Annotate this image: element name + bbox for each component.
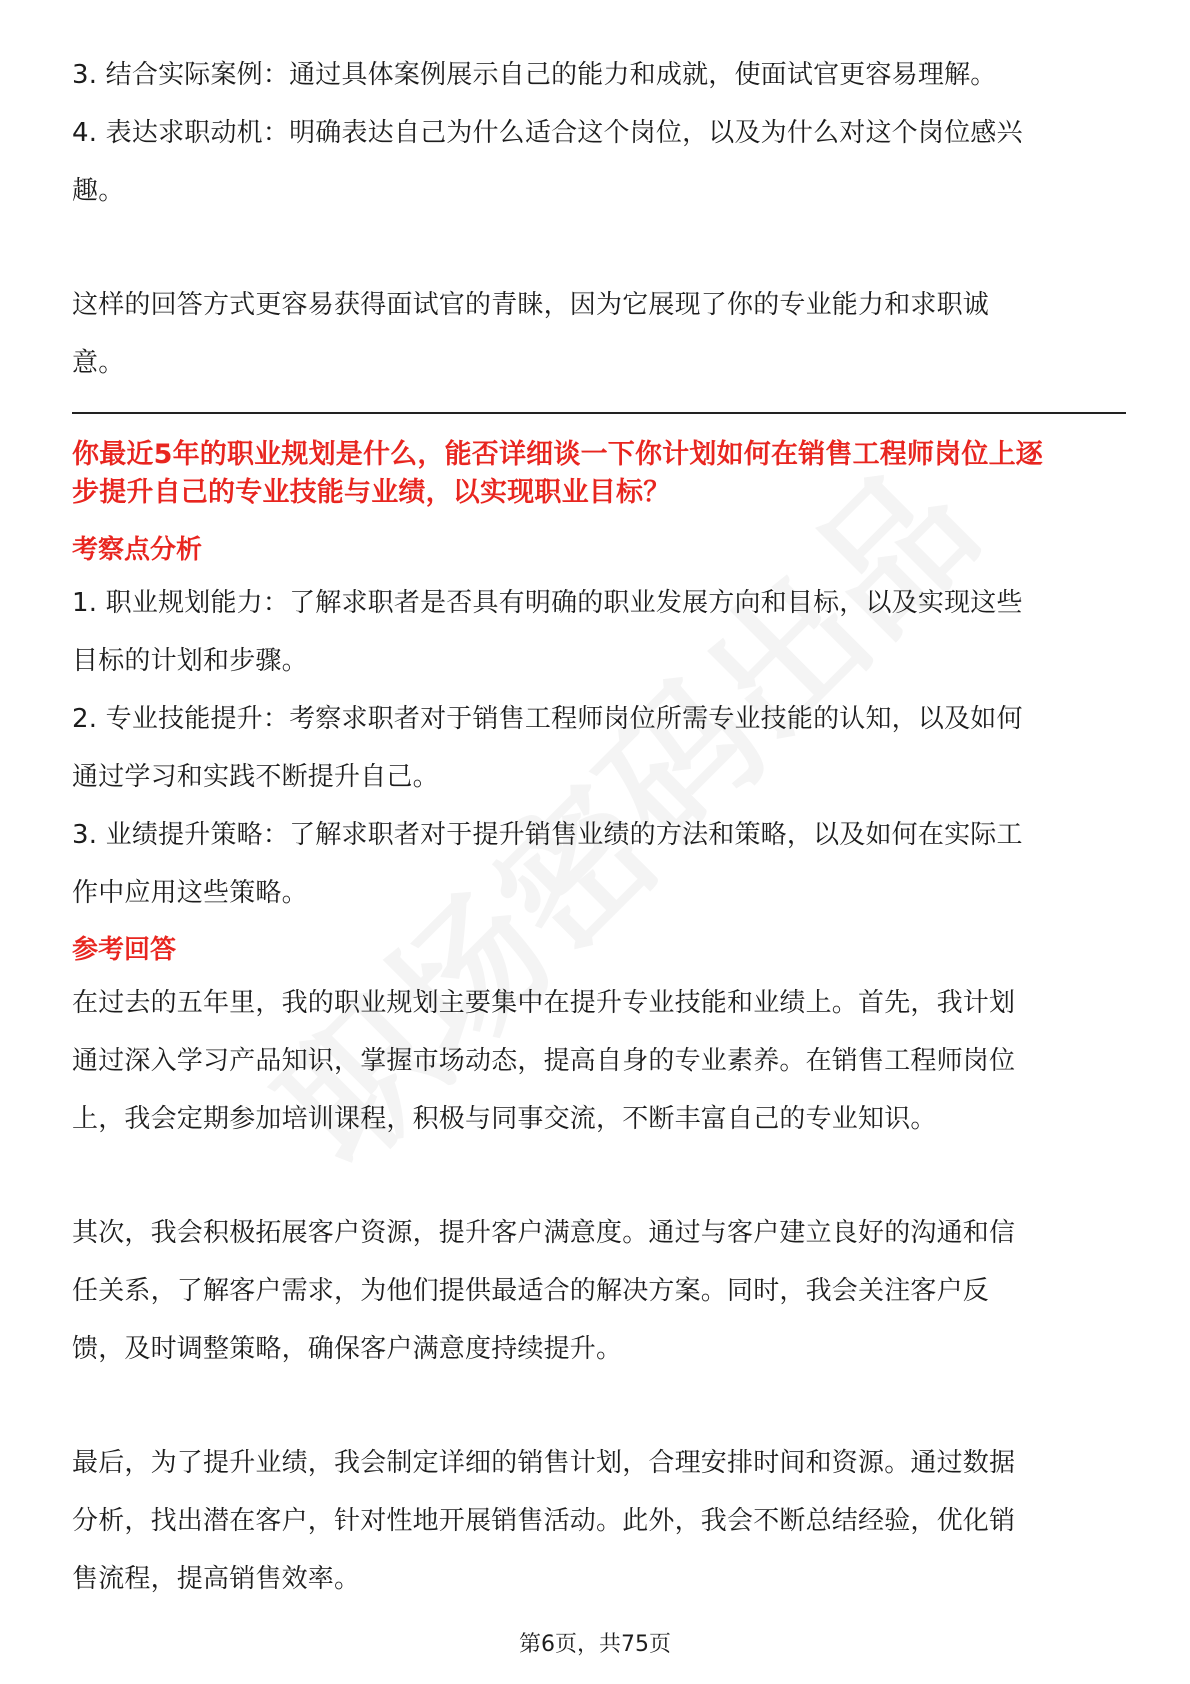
question-line: 步提升自己的专业技能与业绩，以实现职业目标？ [72, 477, 671, 508]
text-line: 3. 结合实际案例：通过具体案例展示自己的能力和成就，使面试官更容易理解。 [72, 60, 997, 90]
text-line: 2. 专业技能提升：考察求职者对于销售工程师岗位所需专业技能的认知，以及如何 [72, 704, 1023, 734]
question-line: 你最近5年的职业规划是什么，能否详细谈一下你计划如何在销售工程师岗位上逐 [72, 439, 1043, 470]
text-line: 售流程，提高销售效率。 [72, 1564, 361, 1594]
text-line: 上，我会定期参加培训课程，积极与同事交流，不断丰富自己的专业知识。 [72, 1104, 937, 1134]
section-divider [72, 412, 1126, 414]
analysis-list [72, 574, 1126, 922]
answer-paragraph-1 [72, 974, 1126, 1148]
previous-answer-tips [72, 46, 1126, 220]
paragraph-gap [72, 1378, 1126, 1434]
text-line: 这样的回答方式更容易获得面试官的青睐，因为它展现了你的专业能力和求职诚 [72, 290, 990, 320]
analysis-heading: 考察点分析 [72, 535, 203, 565]
page-content [72, 46, 1126, 1608]
text-line: 意。 [72, 348, 125, 378]
text-line: 任关系，了解客户需求，为他们提供最适合的解决方案。同时，我会关注客户反 [72, 1276, 990, 1306]
answer-paragraph-2 [72, 1204, 1126, 1378]
text-line: 通过学习和实践不断提升自己。 [72, 762, 439, 792]
answer-paragraph-3 [72, 1434, 1126, 1608]
text-line: 目标的计划和步骤。 [72, 646, 308, 676]
page-number: 第6页，共75页 [519, 1632, 671, 1657]
text-line: 作中应用这些策略。 [72, 878, 308, 908]
paragraph-gap [72, 1148, 1126, 1204]
text-line: 趣。 [72, 176, 125, 206]
text-line: 其次，我会积极拓展客户资源，提升客户满意度。通过与客户建立良好的沟通和信 [72, 1218, 1016, 1248]
text-line: 分析，找出潜在客户，针对性地开展销售活动。此外，我会不断总结经验，优化销 [72, 1506, 1016, 1536]
text-line: 4. 表达求职动机：明确表达自己为什么适合这个岗位，以及为什么对这个岗位感兴 [72, 118, 1023, 148]
answer-heading: 参考回答 [72, 935, 177, 965]
text-line: 最后，为了提升业绩，我会制定详细的销售计划，合理安排时间和资源。通过数据 [72, 1448, 1016, 1478]
interview-question [72, 436, 1126, 512]
text-line: 3. 业绩提升策略：了解求职者对于提升销售业绩的方法和策略，以及如何在实际工 [72, 820, 1023, 850]
summary-paragraph [72, 276, 1126, 392]
text-line: 馈，及时调整策略，确保客户满意度持续提升。 [72, 1334, 623, 1364]
text-line: 通过深入学习产品知识，掌握市场动态，提高自身的专业素养。在销售工程师岗位 [72, 1046, 1016, 1076]
text-line: 1. 职业规划能力：了解求职者是否具有明确的职业发展方向和目标，以及实现这些 [72, 588, 1023, 618]
text-line: 在过去的五年里，我的职业规划主要集中在提升专业技能和业绩上。首先，我计划 [72, 988, 1016, 1018]
paragraph-gap [72, 220, 1126, 276]
